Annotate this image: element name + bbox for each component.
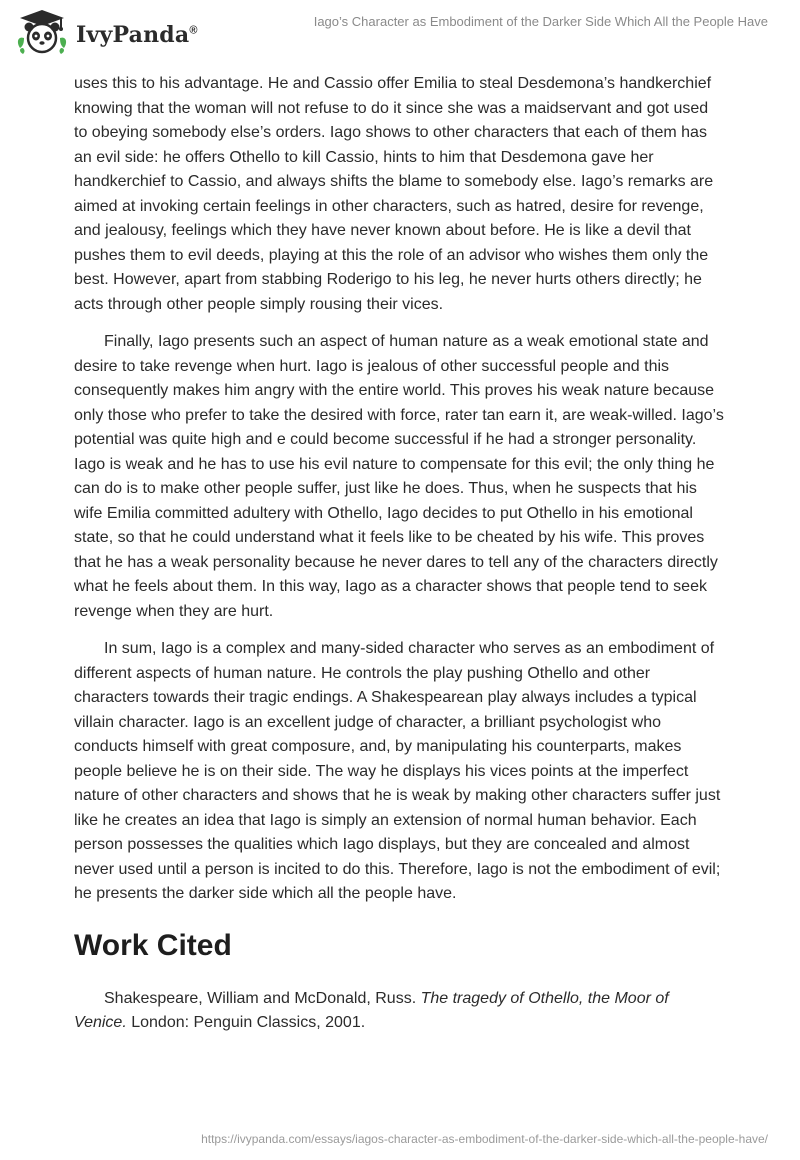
citation-title: The tragedy of Othello, the Moor of Venice.: [74, 989, 669, 1031]
source-url[interactable]: https://ivypanda.com/essays/iagos-character-as-embodiment-of-the-darker-side-which-all-the-people-have/: [201, 1132, 768, 1146]
body-paragraph: Finally, Iago presents such an aspect of human nature as a weak emotional state and desire to take revenge when hurt. Iago is jealous of other successful people and this consequently makes him angry with the entire world. This proves his weak nature because only those who prefer to take the desired with force, rater tan earn it, are weak-willed. Iago’s potential was quite high and e could become successful if he had a stronger personality. Iago is weak and he has to use his evil nature to compensate for this evil; the only thing he can do is to make other people suffer, just like he does. Thus, when he suspects that his wife Emilia committed adultery with Othello, Iago decides to put Othello in his emotional state, so that he could understand what it feels like to be cheated by his wife. This proves that he has a weak personality because he never dares to tell any of the characters directly what he feels about them. In this way, Iago as a character shows that people tend to seek revenge when they are hurt.: [74, 333, 724, 620]
brand-name: IvyPanda®: [76, 22, 198, 48]
body-paragraph: uses this to his advantage. He and Cassio offer Emilia to steal Desdemona’s handkerchief knowing that the woman will not refuse to do it since she was a maidservant and got used to obeying somebody else’s orders. Iago shows to other characters that each of them has an evil side: he offers Othello to kill Cassio, hints to him that Desdemona gave her handkerchief to Cassio, and always shifts the blame to somebody else. Iago’s remarks are aimed at invoking certain feelings in other characters, such as hatred, desire for revenge, and jealousy, feelings which they have never known about before. He is like a devil that pushes them to evil deeds, playing at this the role of an advisor who wishes them only the best. However, apart from stabbing Roderigo to his leg, he never hurts others directly; he acts through other people simply rousing their vices.: [74, 75, 714, 313]
page-header: [0, 0, 800, 62]
ivypanda-logo[interactable]: [14, 8, 198, 58]
body-paragraph: In sum, Iago is a complex and many-sided character who serves as an embodiment of different aspects of human nature. He controls the play pushing Othello and other characters towards their tragic endings. A Shakespearean play always includes a typical villain character. Iago is an excellent judge of character, a brilliant psychologist who conducts himself with great composure, and, by manipulating his counterparts, makes people believe he is on their side. The way he displays his vices points at the imperfect nature of other characters and shows that he is weak by making other characters suffer just like he creates an idea that Iago is simply an extension of normal human behavior. Each person possesses the qualities which Iago displays, but they are concealed and almost never used until a person is incited to do this. Therefore, Iago is not the embodiment of evil; he presents the darker side which all the people have.: [74, 640, 721, 902]
panda-logo-icon: [14, 8, 70, 58]
citation-authors: Shakespeare, William and McDonald, Russ.: [104, 989, 421, 1007]
citation-entry: [74, 987, 724, 1036]
running-title: Iago’s Character as Embodiment of the Darker Side Which All the People Have: [313, 14, 768, 29]
essay-content: [74, 72, 724, 1049]
citation-publication: London: Penguin Classics, 2001.: [126, 1014, 366, 1031]
works-cited-heading: Work Cited: [74, 928, 232, 962]
